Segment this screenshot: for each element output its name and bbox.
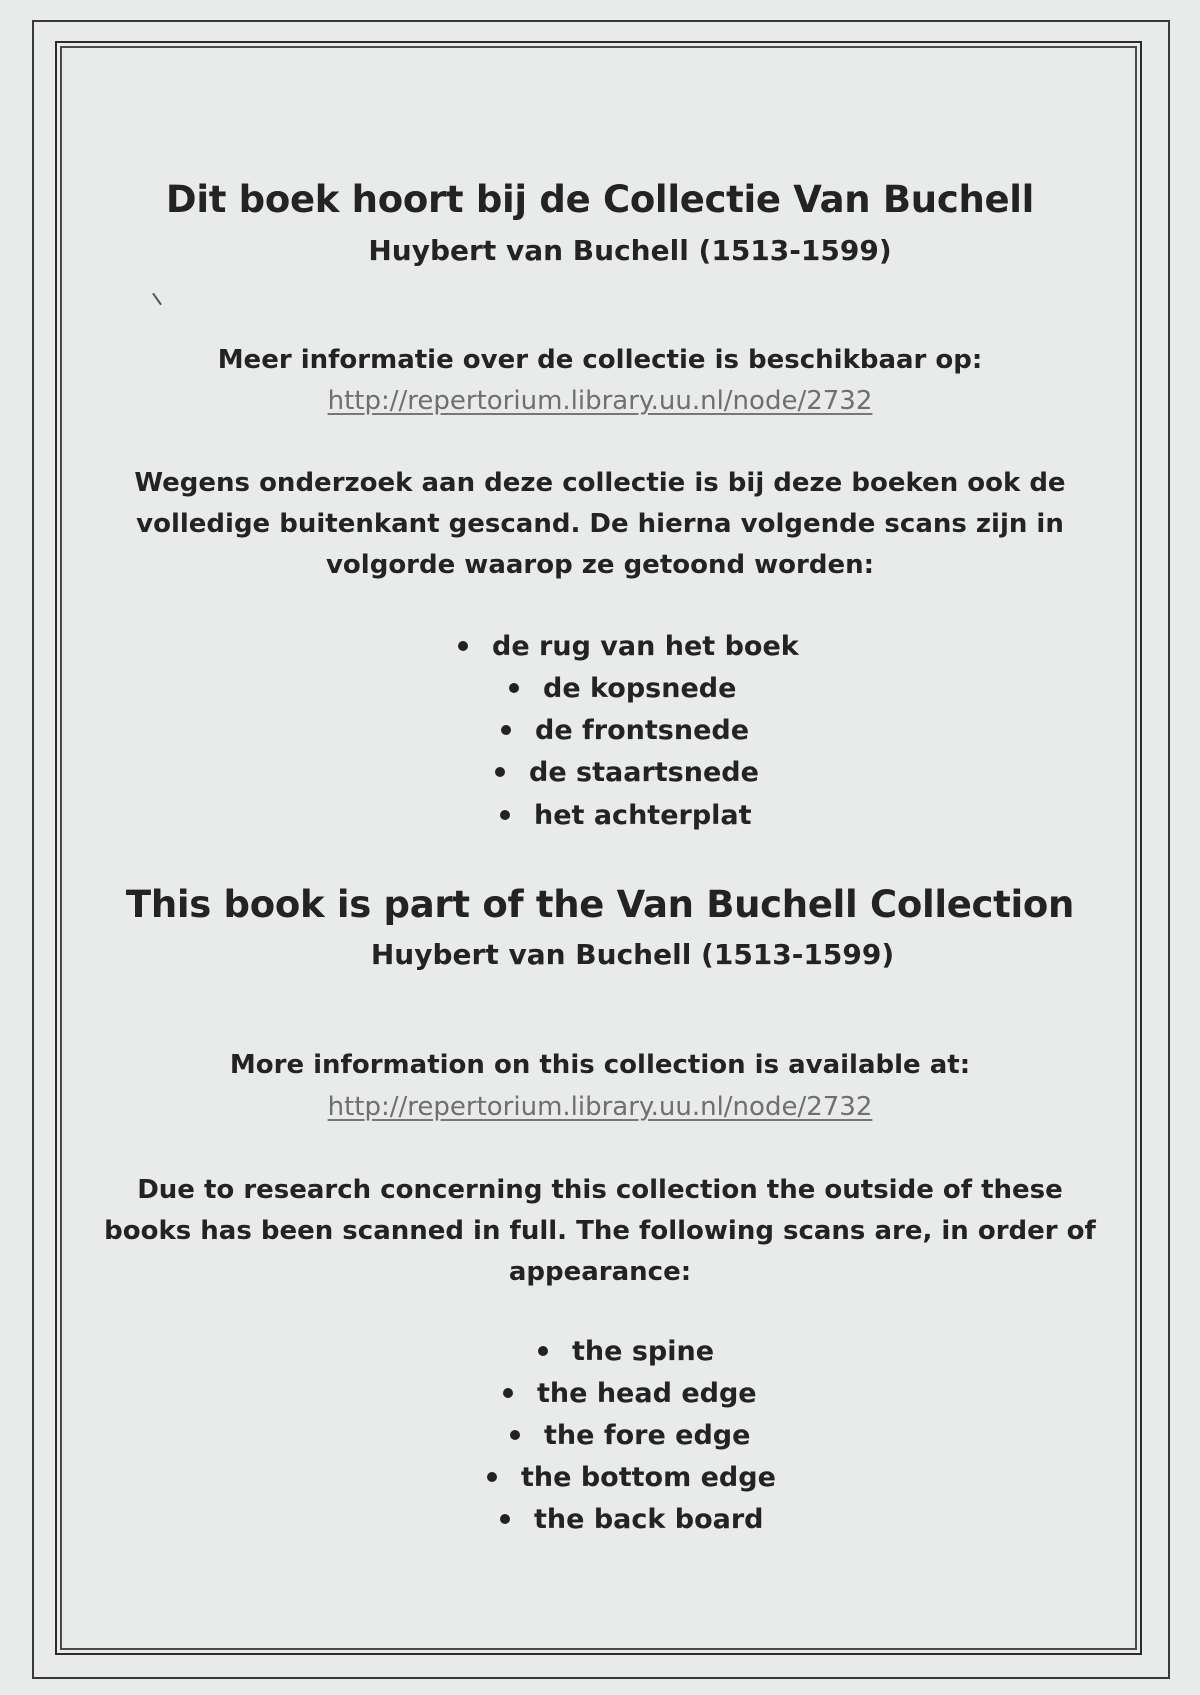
list-item: the fore edge xyxy=(510,1420,750,1451)
dutch-link-wrap xyxy=(90,386,1110,416)
bullet-icon xyxy=(487,1472,497,1482)
bullet-icon xyxy=(495,767,505,777)
bullet-icon xyxy=(458,641,468,651)
list-item: the bottom edge xyxy=(487,1462,776,1493)
bullet-icon xyxy=(510,1430,520,1440)
dutch-collection-link[interactable]: http://repertorium.library.uu.nl/node/2732 xyxy=(327,386,873,416)
dutch-info-text: Meer informatie over de collectie is beschikbaar op: xyxy=(217,345,983,375)
list-item: de kopsnede xyxy=(509,673,736,704)
english-title: This book is part of the Van Buchell Collection xyxy=(125,883,1075,926)
bullet-icon xyxy=(500,1514,510,1524)
list-item: the head edge xyxy=(503,1378,757,1409)
english-subtitle: Huybert van Buchell (1513-1599) xyxy=(370,938,895,971)
dutch-paragraph-line: volgorde waarop ze getoond worden: xyxy=(325,550,875,580)
list-item: the spine xyxy=(538,1336,714,1367)
english-collection-link[interactable]: http://repertorium.library.uu.nl/node/2732 xyxy=(327,1092,873,1122)
english-paragraph xyxy=(90,1170,1110,1293)
english-paragraph-line: books has been scanned in full. The following scans are, in order of xyxy=(104,1216,1096,1246)
bullet-icon xyxy=(509,683,519,693)
bullet-icon xyxy=(500,810,510,820)
english-info-text: More information on this collection is available at: xyxy=(229,1050,971,1080)
bullet-icon xyxy=(501,725,511,735)
bullet-icon xyxy=(538,1346,548,1356)
dutch-paragraph-line: volledige buitenkant gescand. De hierna volgende scans zijn in xyxy=(136,509,1064,539)
inner-border-double xyxy=(60,46,1137,1650)
list-item: de frontsnede xyxy=(501,715,749,746)
dutch-title: Dit boek hoort bij de Collectie Van Buchell xyxy=(165,178,1035,221)
dutch-paragraph-line: Wegens onderzoek aan deze collectie is bij deze boeken ook de xyxy=(134,468,1066,498)
list-item: het achterplat xyxy=(500,800,752,831)
dutch-subtitle: Huybert van Buchell (1513-1599) xyxy=(368,234,892,267)
bullet-icon xyxy=(503,1388,513,1398)
english-paragraph-line: Due to research concerning this collection the outside of these xyxy=(137,1175,1063,1205)
list-item: de staartsnede xyxy=(495,757,759,788)
list-item: the back board xyxy=(500,1504,764,1535)
english-paragraph-line: appearance: xyxy=(508,1257,692,1287)
english-link-wrap xyxy=(90,1092,1110,1122)
dutch-paragraph xyxy=(90,463,1110,586)
list-item: de rug van het boek xyxy=(458,631,799,662)
